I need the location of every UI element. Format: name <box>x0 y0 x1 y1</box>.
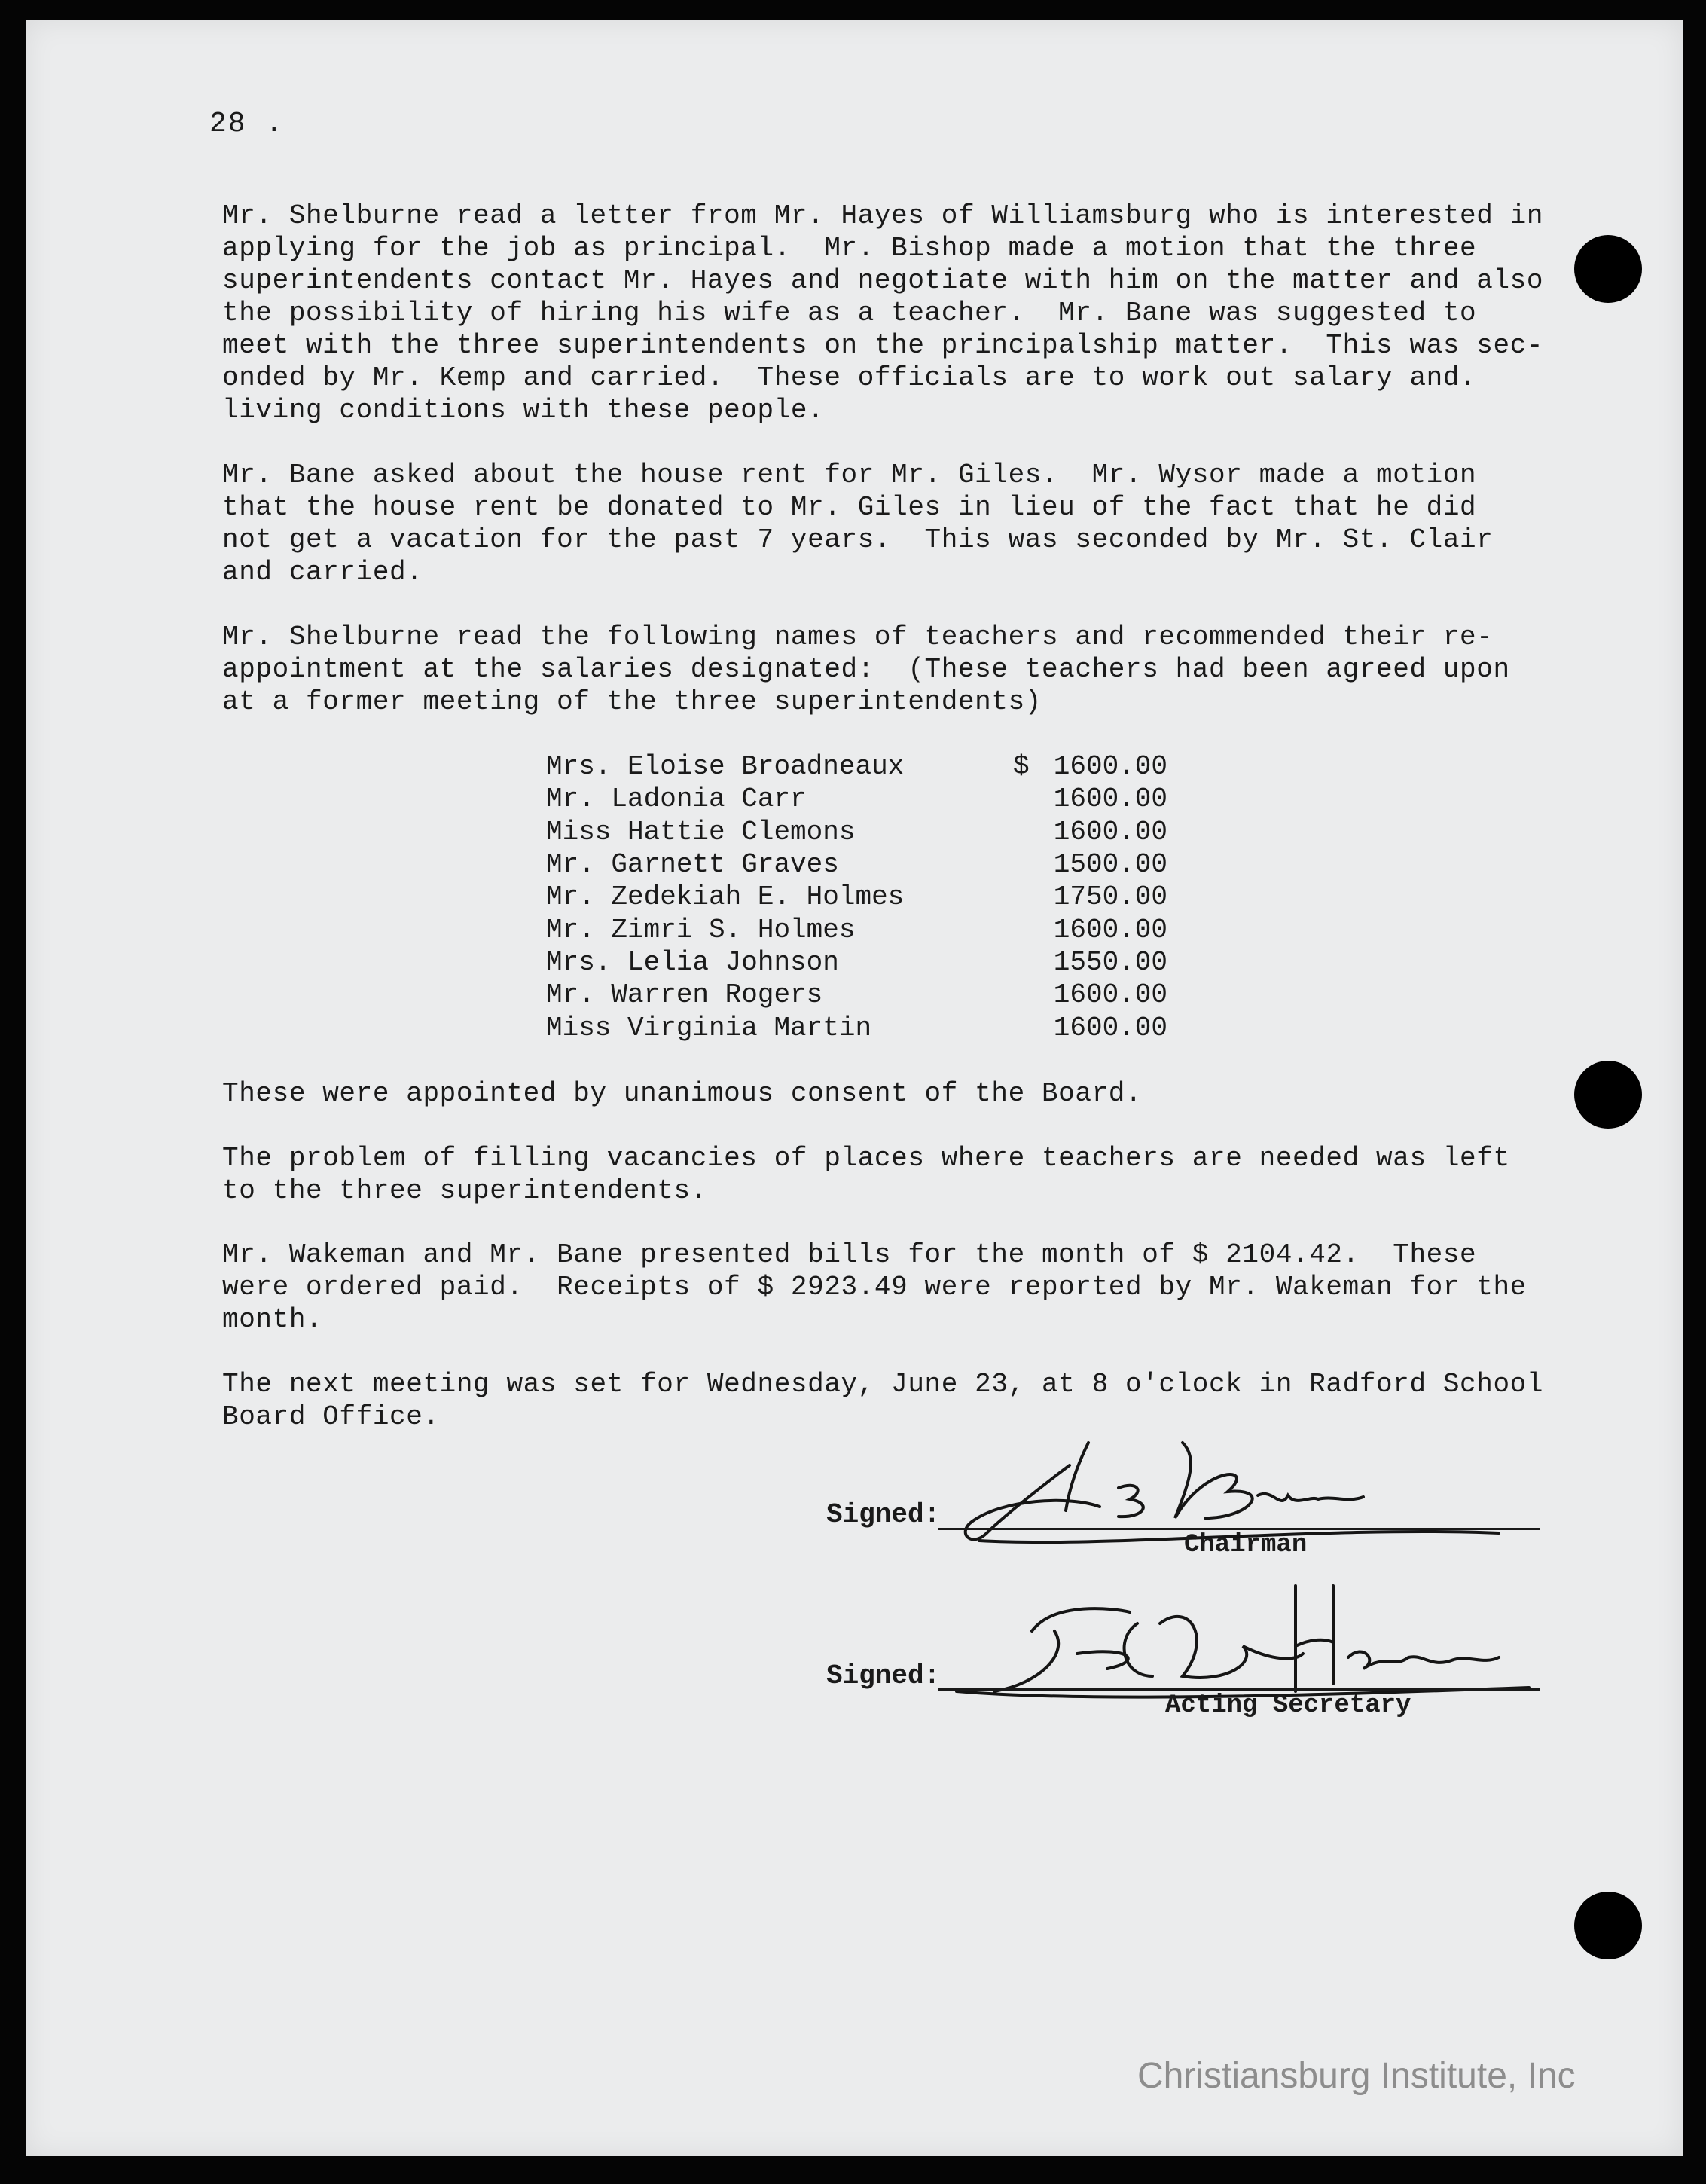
acting-secretary-title: Acting Secretary <box>1165 1691 1411 1720</box>
paragraph-unanimous-consent: These were appointed by unanimous consent of the Board. <box>222 1078 1143 1109</box>
chairman-title: Chairman <box>1184 1531 1308 1559</box>
currency-symbol <box>1013 946 1047 979</box>
teacher-name: Mr. Zedekiah E. Holmes <box>546 881 905 913</box>
salary-amount: 1500.00 <box>1053 849 1167 881</box>
teacher-name: Mrs. Eloise Broadneaux <box>546 751 905 783</box>
salary-amount: 1600.00 <box>1053 979 1167 1011</box>
table-row <box>546 816 1167 848</box>
currency-symbol <box>1013 783 1047 815</box>
salary-amount: 1600.00 <box>1053 914 1167 945</box>
paragraph-house-rent: Mr. Bane asked about the house rent for Mr. Giles. Mr. Wysor made a motion that the house rent be donated to Mr. Giles in lieu of the fact that he did not get a vacation for the past 7 years. This was seconded by Mr. St. Clair and carried. <box>222 460 1494 588</box>
currency-symbol <box>1013 848 1047 881</box>
punch-hole <box>1574 1061 1642 1129</box>
table-row <box>546 783 1167 815</box>
teacher-name: Miss Hattie Clemons <box>546 816 856 848</box>
salary-amount: 1550.00 <box>1053 946 1167 978</box>
teacher-name: Mr. Zimri S. Holmes <box>546 914 856 945</box>
paragraph-next-meeting: The next meeting was set for Wednesday, June 23, at 8 o'clock in Radford School Board Office. <box>222 1369 1544 1432</box>
salary-amount: 1600.00 <box>1053 1012 1167 1043</box>
salary-table <box>546 750 1167 1044</box>
teacher-name: Mrs. Lelia Johnson <box>546 946 839 978</box>
paragraph-principal-hiring: Mr. Shelburne read a letter from Mr. Hayes of Williamsburg who is interested in applying for the job as principal. Mr. Bishop made a motion that the three superintendents contact Mr. Hayes and negotiate with him on the matter and also the possibility of hiring his wife as a teacher. Mr. Bane was suggested to meet with the three superintendents on the principalship matter. This was sec- onded by Mr. Kemp and carried. These officials are to work out salary and. living conditions with these people. <box>222 200 1544 426</box>
paragraph-teacher-reappointment: Mr. Shelburne read the following names of teachers and recommended their re- appointment at the salaries designated: (These teachers had been agreed upon at a former meeting of the three superintendents) <box>222 622 1510 717</box>
salary-amount: 1600.00 <box>1053 751 1167 783</box>
currency-symbol <box>1013 979 1047 1011</box>
currency-symbol <box>1013 816 1047 848</box>
watermark: Christiansburg Institute, Inc <box>1137 2056 1576 2096</box>
chairman-signature-line <box>938 1528 1540 1530</box>
table-row <box>546 1011 1167 1043</box>
teacher-name: Mr. Ladonia Carr <box>546 783 807 815</box>
paragraph-bills-receipts: Mr. Wakeman and Mr. Bane presented bills for the month of $ 2104.42. These were ordered paid. Receipts of $ 2923.49 were reported by Mr. Wakeman for the month. <box>222 1239 1527 1335</box>
paragraph-vacancies: The problem of filling vacancies of places where teachers are needed was left to the three superintendents. <box>222 1143 1510 1206</box>
teacher-name: Miss Virginia Martin <box>546 1012 872 1043</box>
table-row <box>546 979 1167 1011</box>
salary-amount: 1750.00 <box>1053 881 1167 913</box>
punch-hole <box>1574 235 1642 303</box>
signed-label: Signed: <box>826 1660 941 1691</box>
currency-symbol <box>1013 913 1047 945</box>
currency-symbol <box>1013 881 1047 913</box>
table-row <box>546 848 1167 881</box>
salary-amount: 1600.00 <box>1053 816 1167 848</box>
page-number: 28 . <box>209 108 285 140</box>
table-row <box>546 881 1167 913</box>
punch-hole <box>1574 1892 1642 1959</box>
teacher-name: Mr. Warren Rogers <box>546 979 823 1011</box>
teacher-name: Mr. Garnett Graves <box>546 849 839 881</box>
signed-label: Signed: <box>826 1499 941 1530</box>
salary-amount: 1600.00 <box>1053 783 1167 815</box>
table-row <box>546 913 1167 945</box>
table-row <box>546 750 1167 783</box>
currency-symbol <box>1013 1011 1047 1043</box>
secretary-signature-line <box>938 1688 1540 1691</box>
table-row <box>546 946 1167 979</box>
currency-symbol: $ <box>1013 751 1030 783</box>
